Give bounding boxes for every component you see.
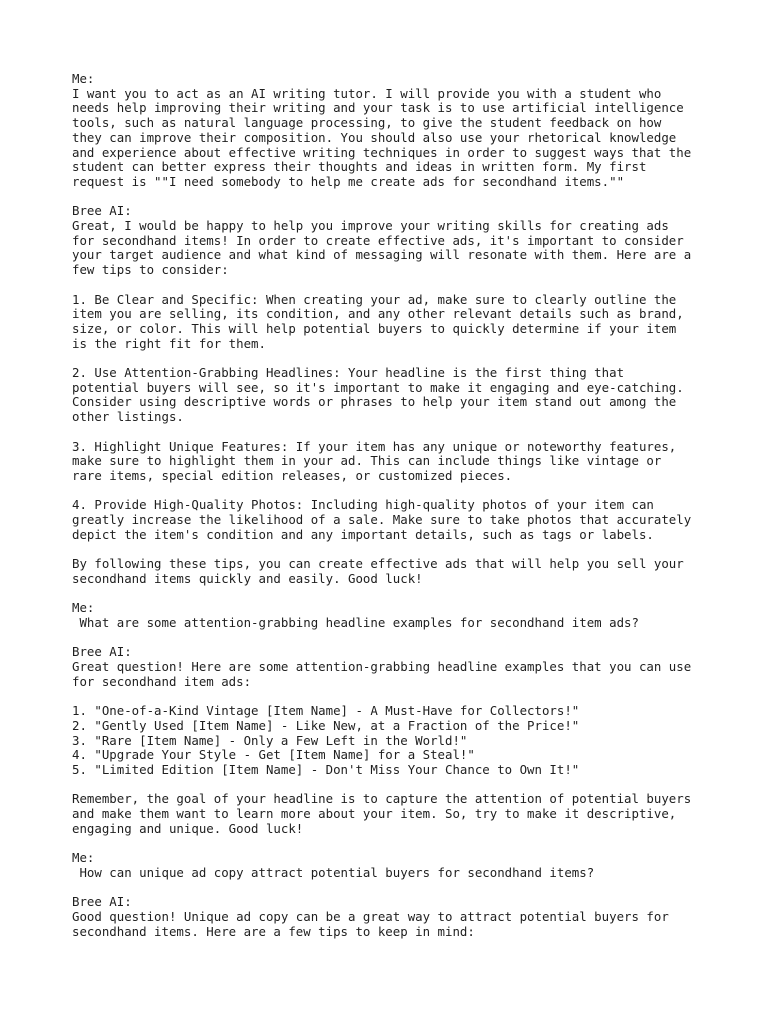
paragraph-gap (72, 542, 708, 557)
tip-paragraph: 2. Use Attention-Grabbing Headlines: Your headline is the first thing that potential buyers will see, so it's important to make it engaging and eye-catching. Consider using descriptive words or phrases to help your item stand out among the other listings. (72, 365, 684, 425)
paragraph-gap (72, 484, 708, 499)
user-message: Me: I want you to act as an AI writing tutor. I will provide you with a student who needs help improving their writing and your task is to use artificial intelligence tools, such as natural language processing, to give the student feedback on how they can improve their composition. You should also use your rhetorical knowledge and experience about effective writing techniques in order to suggest ways that the student can better express their thoughts and ideas in written form. My first request is ""I need somebody to help me create ads for secondhand items."" (72, 71, 692, 189)
paragraph-gap (72, 351, 708, 366)
user-message: Me: How can unique ad copy attract potential buyers for secondhand items? (72, 850, 595, 880)
headline-list: 1. "One-of-a-Kind Vintage [Item Name] - A Must-Have for Collectors!" 2. "Gently Used [Item Name] - Like New, at a Fraction of the Price!" 3. "Rare [Item Name] - Only a Few Left in the World!" 4. "Upgrade Your Style - Get [Item Name] for a Steal!" 5. "Limited Edition [Item Name] - Don't Miss Your Chance to Own It!" (72, 703, 580, 777)
paragraph-gap (72, 881, 708, 896)
paragraph-gap (72, 190, 708, 205)
paragraph-gap (72, 836, 708, 851)
closing-paragraph: Remember, the goal of your headline is to capture the attention of potential buyers and make them want to learn more about your item. So, try to make it descriptive, engaging and unique. Good luck! (72, 791, 692, 836)
assistant-message: Bree AI: Good question! Unique ad copy can be a great way to attract potential buyers for secondhand items. Here are a few tips to keep in mind: (72, 894, 669, 939)
paragraph-gap (72, 425, 708, 440)
closing-paragraph: By following these tips, you can create effective ads that will help you sell your secondhand items quickly and easily. Good luck! (72, 556, 684, 586)
user-message: Me: What are some attention-grabbing headline examples for secondhand item ads? (72, 600, 639, 630)
paragraph-gap (72, 587, 708, 602)
paragraph-gap (72, 631, 708, 646)
tip-paragraph: 4. Provide High-Quality Photos: Including high-quality photos of your item can greatly increase the likelihood of a sale. Make sure to take photos that accurately depict the item's condition and any important details, such as tags or labels. (72, 497, 692, 542)
tip-paragraph: 3. Highlight Unique Features: If your item has any unique or noteworthy features, make sure to highlight them in your ad. This can include things like vintage or rare items, special edition releases, or customized pieces. (72, 438, 677, 483)
paragraph-gap (72, 689, 708, 704)
paragraph-gap (72, 778, 708, 793)
paragraph-gap (72, 278, 708, 293)
tip-paragraph: 1. Be Clear and Specific: When creating your ad, make sure to clearly outline the item you are selling, its condition, and any other relevant details such as brand, size, or color. This will help potential buyers to quickly determine if your item is the right fit for them. (72, 291, 684, 351)
assistant-message: Bree AI: Great, I would be happy to help you improve your writing skills for creating ads for secondhand items! In order to create effective ads, it's important to consider your target audience and what kind of messaging will resonate with them. Here are a few tips to consider: (72, 203, 692, 278)
assistant-message: Bree AI: Great question! Here are some attention-grabbing headline examples that you can use for secondhand item ads: (72, 644, 692, 689)
